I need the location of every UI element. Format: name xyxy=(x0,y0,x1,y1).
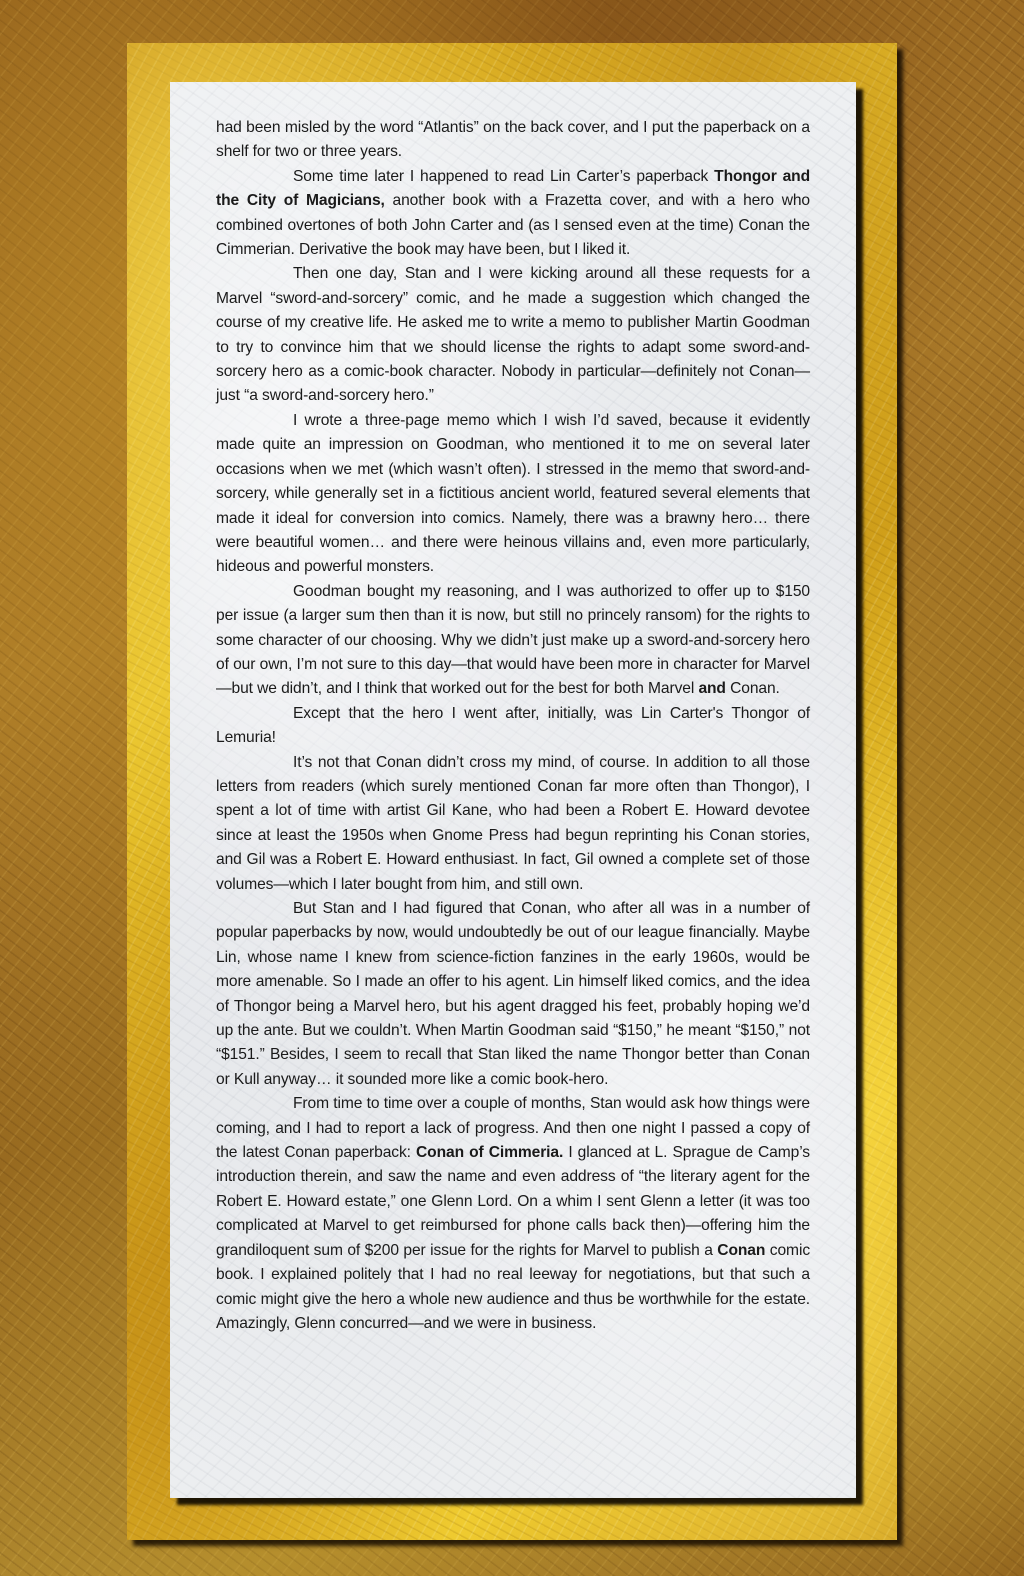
paragraph-1 xyxy=(216,116,810,165)
paragraph-7 xyxy=(216,751,810,897)
paragraph-3 xyxy=(216,262,810,408)
article-body xyxy=(216,116,810,1336)
book-title-conan-of-cimmeria: Conan of Cimmeria. xyxy=(416,1144,564,1162)
text-segment: another book with a Frazetta cover, and with a hero who combined overtones of both John Carter and (as I sensed even at the time) Conan the Cimmerian. Derivative the book may have been, but I liked it. xyxy=(216,192,811,259)
emphasis-and: and xyxy=(698,680,726,698)
paragraph-9 xyxy=(216,1092,810,1336)
text-segment: It’s not that Conan didn’t cross my mind, of course. In addition to all those letters from readers (which surely mentioned Conan far more often than Thongor), I spent a lot of time with artist Gil Kane, who had been a Robert E. Howard devotee since at least the 1950s when Gnome Press had begun reprinting his Conan stories, and Gil was a Robert E. Howard enthusiast. In fact, Gil owned a complete set of those volumes—which I later bought from him, and still own. xyxy=(216,753,810,893)
text-segment: Some time later I happened to read Lin Carter’s paperback xyxy=(293,167,715,185)
text-segment: Except that the hero I went after, initially, was Lin Carter's Thongor of Lemuria! xyxy=(216,704,810,747)
text-segment: had been misled by the word “Atlantis” on the back cover, and I put the paperback on a shelf for two or three years. xyxy=(216,119,810,161)
text-segment: comic book. I explained politely that I had no real leeway for negotiations, but that such a comic might give the hero a whole new audience and thus be worthwhile for the estate. Amazingly, Glenn concurred—and we were in business. xyxy=(216,1241,811,1332)
paragraph-5 xyxy=(216,580,810,702)
emphasis-conan: Conan xyxy=(717,1241,766,1259)
text-segment: I glanced at L. Sprague de Camp’s introduction therein, and saw the name and even address of “the literary agent for the Robert E. Howard estate,” one Glenn Lord. On a whim I sent Glenn a letter (it was too complicated at Marvel to get reimbursed for phone calls back then)—offering him the grandiloquent sum of $200 per issue for the rights for Marvel to publish a xyxy=(216,1144,810,1259)
book-title-thongor: Thongor and the City of Magicians, xyxy=(216,167,810,210)
text-segment: Goodman bought my reasoning, and I was authorized to offer up to $150 per issue (a larger sum then than it is now, but still no princely ransom) for the rights to some character of our choosing. Why we didn’t just make up a sword-and-sorcery hero of our own, I’m not sure to this day—that would have been more in character for Marvel—but we didn’t, and I think that worked out for the best for both Marvel xyxy=(216,582,810,698)
text-segment: I wrote a three-page memo which I wish I’d saved, because it evidently made quite an impression on Goodman, who mentioned it to me on several later occasions when we met (which wasn’t often). I stressed in the memo that sword-and-sorcery, while generally set in a fictitious ancient world, featured several elements that made it ideal for conversion into comics. Namely, there was a brawny hero… there were beautiful women… and there were heinous villains and, even more particularly, hideous and powerful monsters. xyxy=(216,411,810,576)
text-segment: From time to time over a couple of months, Stan would ask how things were coming, and I had to report a lack of progress. And then one night I passed a copy of the latest Conan paperback: xyxy=(216,1095,810,1162)
text-segment: Then one day, Stan and I were kicking around all these requests for a Marvel “sword-and-sorcery” comic, and he made a suggestion which changed the course of my creative life. He asked me to write a memo to publisher Martin Goodman to try to convince him that we should license the rights to adapt some sword-and-sorcery hero as a comic-book character. Nobody in particular—definitely not Conan—just “a sword-and-sorcery hero.” xyxy=(216,265,810,405)
paragraph-8 xyxy=(216,897,810,1092)
text-segment: But Stan and I had figured that Conan, who after all was in a number of popular paperbacks by now, would undoubtedly be out of our league financially. Maybe Lin, whose name I knew from science-fiction fanzines in the early 1960s, would be more amenable. So I made an offer to his agent. Lin himself liked comics, and the idea of Thongor being a Marvel hero, but his agent dragged his feet, probably hoping we’d up the ante. But we couldn’t. When Martin Goodman said “$150,” he meant “$150,” not “$151.” Besides, I seem to recall that Stan liked the name Thongor better than Conan or Kull anyway… it sounded more like a comic book-hero. xyxy=(216,900,810,1088)
paragraph-4 xyxy=(216,409,810,580)
paragraph-2 xyxy=(216,165,810,263)
paragraph-6 xyxy=(216,702,810,751)
text-segment: Conan. xyxy=(725,680,780,698)
